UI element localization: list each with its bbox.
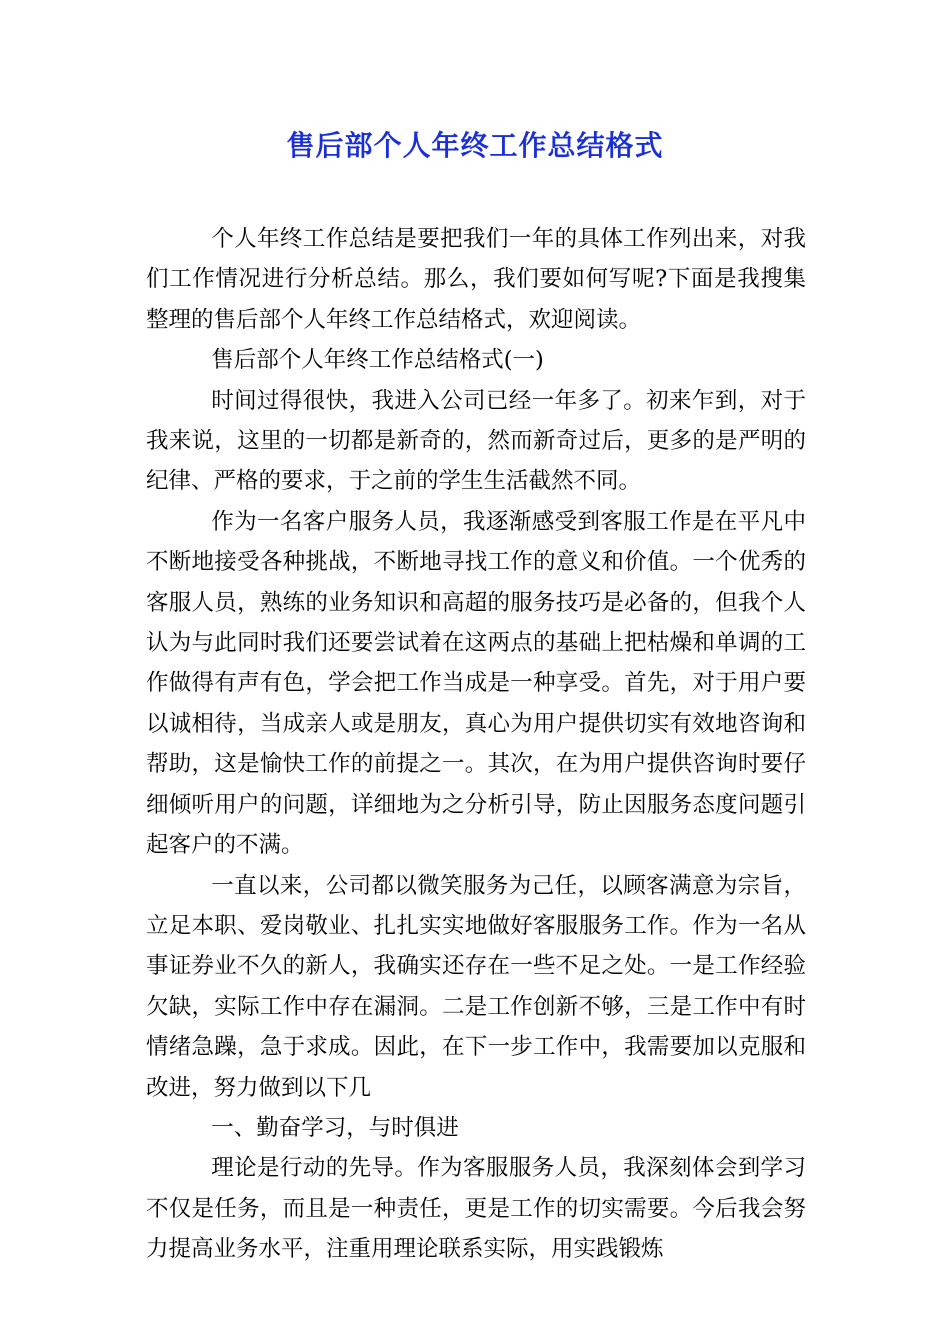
section-heading-format-one: 售后部个人年终工作总结格式(一) [211, 347, 544, 374]
body-paragraph: 一直以来，公司都以微笑服务为己任，以顾客满意为宗旨，立足本职、爱岗敬业、扎扎实实地做好客服服务工作。作为一名从事证券业不久的新人，我确实还存在一些不足之处。一是工作经验欠缺，实际工作中存在漏洞。二是工作创新不够，三是工作中有时情绪急躁，急于求成。因此，在下一步工作中，我需要加以克服和改进，努力做到以下几 [146, 872, 806, 1101]
body-paragraph: 时间过得很快，我进入公司已经一年多了。初来乍到，对于我来说，这里的一切都是新奇的，然而新奇过后，更多的是严明的纪律、严格的要求，于之前的学生生活截然不同。 [146, 387, 806, 495]
body-paragraph: 作为一名客户服务人员，我逐渐感受到客服工作是在平凡中不断地接受各种挑战，不断地寻找工作的意义和价值。一个优秀的客服人员，熟练的业务知识和高超的服务技巧是必备的，但我个人认为与此同时我们还要尝试着在这两点的基础上把枯燥和单调的工作做得有声有色，学会把工作当成是一种享受。首先，对于用户要以诚相待，当成亲人或是朋友，真心为用户提供切实有效地咨询和帮助，这是愉快工作的前提之一。其次，在为用户提供咨询时要仔细倾听用户的问题，详细地为之分析引导，防止因服务态度问题引起客户的不满。 [146, 508, 806, 859]
document-body [146, 219, 806, 1270]
intro-paragraph: 个人年终工作总结是要把我们一年的具体工作列出来，对我们工作情况进行分析总结。那么，我们要如何写呢?下面是我搜集整理的售后部个人年终工作总结格式，欢迎阅读。 [146, 226, 806, 333]
body-paragraph: 理论是行动的先导。作为客服服务人员，我深刻体会到学习不仅是任务，而且是一种责任，更是工作的切实需要。今后我会努力提高业务水平，注重用理论联系实际，用实践锻炼 [146, 1155, 806, 1263]
document-title: 售后部个人年终工作总结格式 [286, 129, 664, 162]
section-heading-study: 一、勤奋学习，与时俱进 [211, 1114, 459, 1141]
